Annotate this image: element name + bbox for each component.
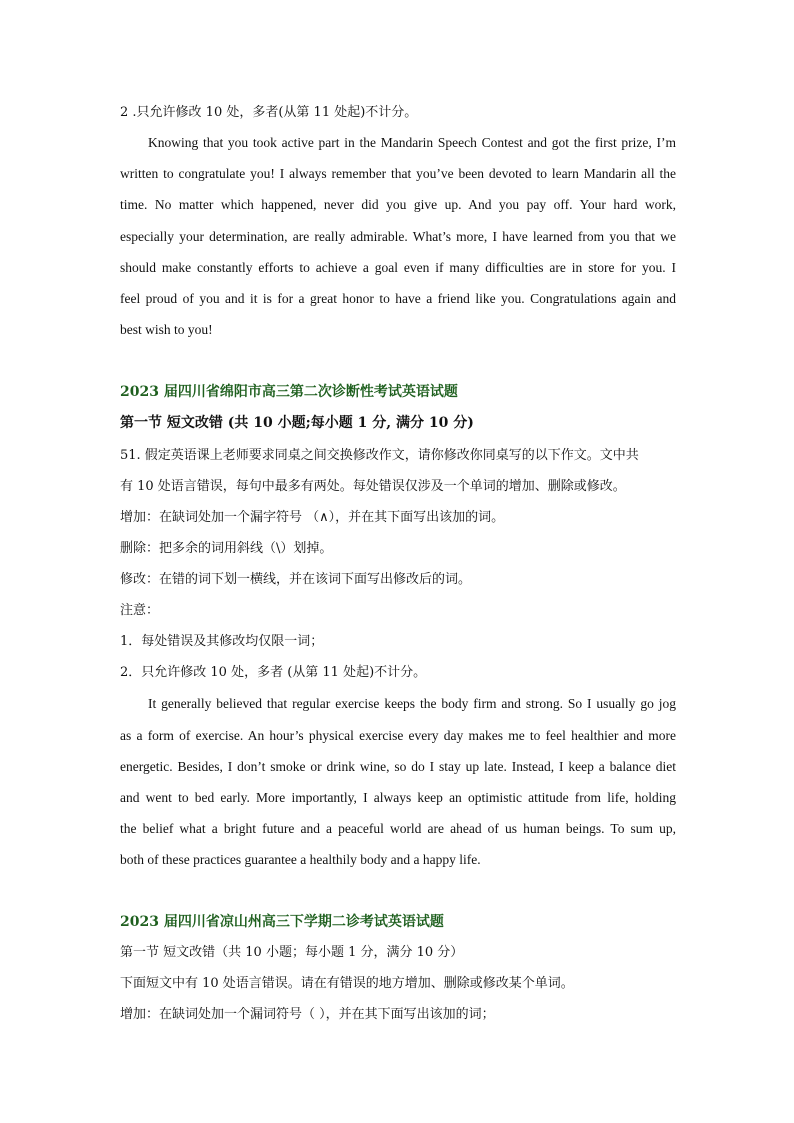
- passage-line: both of these practices guarantee a healthily body and a happy life.: [120, 852, 481, 867]
- passage-line: as a form of exercise. An hour’s physical exercise every day makes me to feel healthier and more: [120, 728, 676, 743]
- section-subtitle: 第一节 短文改错 (共 10 小题;每小题 1 分, 满分 10 分): [120, 415, 474, 431]
- passage-line: feel proud of you and it is for a great honor to have a friend like you. Congratulations again and: [120, 291, 676, 306]
- passage-line: written to congratulate you! I always remember that you’ve been devoted to learn Mandarin all the: [120, 166, 676, 181]
- passage-line: time. No matter which happened, never did you give up. And you pay off. Your hard work,: [120, 197, 676, 212]
- passage-line: energetic. Besides, I don’t smoke or drink wine, so do I stay up late. Instead, I keep a balance diet: [120, 759, 676, 774]
- instruction-line: 删除：把多余的词用斜线（\）划掉。: [120, 541, 333, 556]
- instruction-line: 下面短文中有 10 处语言错误。请在有错误的地方增加、删除或修改某个单词。: [120, 976, 574, 991]
- instruction-line: 51. 假定英语课上老师要求同桌之间交换修改作文，请你修改你同桌写的以下作文。文中共: [120, 448, 639, 463]
- instruction-line: 1．每处错误及其修改均仅限一词；: [120, 634, 324, 649]
- instruction-line: 修改：在错的词下划一横线，并在该词下面写出修改后的词。: [120, 572, 472, 587]
- instruction-line: 增加：在缺词处加一个漏字符号 （∧），并在其下面写出该加的词。: [120, 510, 505, 525]
- passage-line: It generally believed that regular exercise keeps the body firm and strong. So I usually go jog: [148, 696, 676, 711]
- instruction-line: 2．只允许修改 10 处，多者 (从第 11 处起)不计分。: [120, 665, 427, 680]
- passage-line: best wish to you!: [120, 322, 213, 337]
- section-subtitle: 第一节 短文改错（共 10 小题；每小题 1 分，满分 10 分）: [120, 945, 464, 960]
- passage-line: should make constantly efforts to achieve a goal even if many difficulties are in store for you. I: [120, 260, 676, 275]
- instruction-line: 增加：在缺词处加一个漏词符号（ ），并在其下面写出该加的词；: [120, 1007, 495, 1022]
- instruction-line: 注意：: [120, 603, 160, 618]
- section-title: 2023 届四川省绵阳市高三第二次诊断性考试英语试题: [120, 384, 458, 400]
- passage-line: the belief what a bright future and a peaceful world are ahead of us human beings. To sum up,: [120, 821, 676, 836]
- note-line: 2 .只允许修改 10 处，多者(从第 11 处起)不计分。: [120, 105, 418, 120]
- passage-line: especially your determination, are really admirable. What’s more, I have learned from you that we: [120, 229, 676, 244]
- instruction-line: 有 10 处语言错误，每句中最多有两处。每处错误仅涉及一个单词的增加、删除或修改。: [120, 479, 626, 494]
- passage-line: and went to bed early. More importantly, I always keep an optimistic attitude from life, holding: [120, 790, 676, 805]
- section-title: 2023 届四川省凉山州高三下学期二诊考试英语试题: [120, 914, 444, 930]
- passage-line: Knowing that you took active part in the Mandarin Speech Contest and got the first prize, I’m: [148, 135, 676, 150]
